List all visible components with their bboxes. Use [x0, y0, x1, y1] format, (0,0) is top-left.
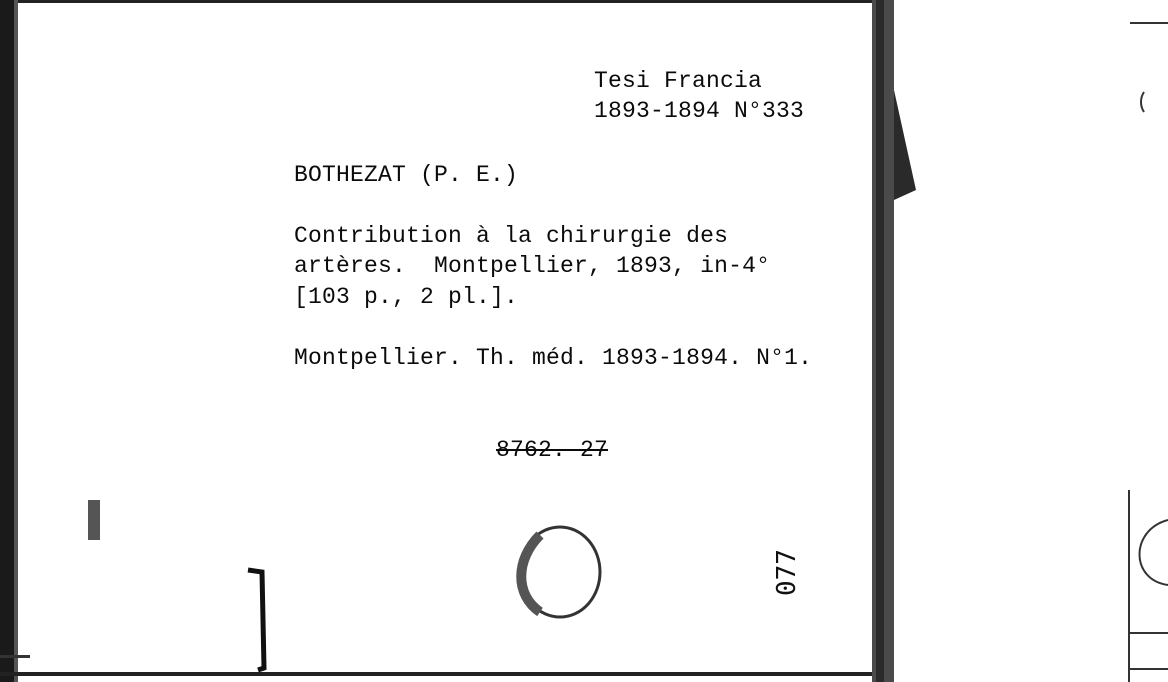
series-note: Montpellier. Th. méd. 1893-1894. N°1.: [294, 345, 813, 371]
corner-mark: [0, 655, 30, 658]
right-edge-strip-core: [876, 0, 884, 682]
left-stamp-mark: [88, 500, 100, 540]
left-edge-border: [0, 0, 14, 682]
left-edge-shadow: [14, 0, 18, 682]
collection-number: 1893-1894 N°333: [594, 98, 805, 124]
side-number: 077: [772, 549, 802, 596]
collection-label: Tesi Francia: [594, 68, 763, 94]
adjacent-card-edge: [1128, 490, 1130, 682]
right-edge-notch: [894, 90, 916, 200]
title-line-2: artères. Montpellier, 1893, in-4°: [294, 253, 771, 279]
struck-shelfmark: 8762. 27: [496, 437, 609, 463]
bottom-bracket-mark: [248, 570, 264, 670]
adjacent-card-paren: [1141, 92, 1144, 112]
title-line-1: Contribution à la chirurgie des: [294, 223, 729, 249]
top-edge-line: [18, 0, 880, 3]
adjacent-card-line: [1130, 22, 1168, 24]
adjacent-card-hole: [1140, 520, 1168, 585]
adjacent-card-rule-2: [1128, 668, 1168, 670]
adjacent-card-rule-1: [1128, 632, 1168, 634]
author-heading: BOTHEZAT (P. E.): [294, 162, 519, 188]
bottom-edge-line: [0, 672, 880, 676]
title-line-3: [103 p., 2 pl.].: [294, 284, 519, 310]
